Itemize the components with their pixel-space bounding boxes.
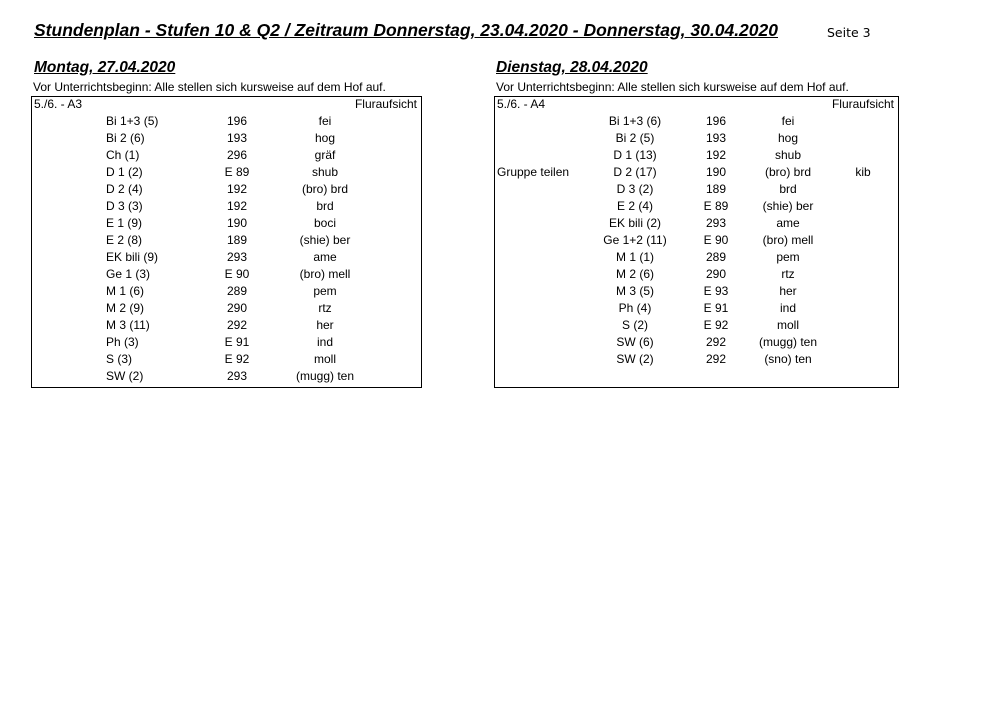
table-row — [32, 129, 421, 146]
course-name: Ph (4) — [618, 301, 652, 315]
teacher-code: (shie) ber — [762, 199, 814, 213]
course-name: E 2 (4) — [616, 199, 653, 213]
room-number: 293 — [705, 216, 727, 230]
table-row — [32, 112, 421, 129]
teacher-code: (mugg) ten — [295, 369, 355, 383]
table-row — [32, 350, 421, 367]
table-row — [495, 163, 898, 180]
room-number: 192 — [705, 148, 727, 162]
teacher-code: (sno) ten — [764, 352, 812, 366]
teacher-code: ame — [313, 250, 337, 264]
teacher-code: shub — [774, 148, 802, 162]
block-header — [32, 97, 421, 112]
table-row — [32, 180, 421, 197]
table-row — [495, 146, 898, 163]
schedule-block-monday — [31, 96, 422, 388]
room-number: E 93 — [703, 284, 729, 298]
table-row — [32, 316, 421, 333]
course-list — [32, 112, 421, 384]
teacher-code: brd — [316, 199, 334, 213]
room-number: 192 — [226, 199, 248, 213]
teacher-code: her — [779, 284, 797, 298]
page-title: Stundenplan - Stufen 10 & Q2 / Zeitraum Donnerstag, 23.04.2020 - Donnerstag, 30.04.2020 — [34, 20, 778, 40]
course-name: D 2 (4) — [106, 182, 143, 196]
table-row — [495, 214, 898, 231]
teacher-code: pem — [313, 284, 337, 298]
table-row — [32, 248, 421, 265]
course-name: Bi 2 (6) — [106, 131, 145, 145]
row-note: Gruppe teilen — [497, 165, 570, 179]
teacher-code: moll — [776, 318, 799, 332]
table-row — [495, 350, 898, 367]
teacher-code: ind — [779, 301, 796, 315]
room-number: 296 — [226, 148, 248, 162]
course-name: Ph (3) — [106, 335, 139, 349]
course-name: EK bili (9) — [106, 250, 159, 264]
course-name: EK bili (2) — [608, 216, 661, 230]
extra-teacher: kib — [855, 165, 871, 179]
room-number: 193 — [705, 131, 727, 145]
page-number: Seite 3 — [827, 25, 871, 40]
table-row — [32, 231, 421, 248]
table-row — [32, 367, 421, 384]
day-title-tuesday: Dienstag, 28.04.2020 — [496, 59, 648, 76]
course-name: D 1 (13) — [613, 148, 657, 162]
course-name: D 3 (2) — [616, 182, 654, 196]
teacher-code: rtz — [318, 301, 332, 315]
table-row — [495, 248, 898, 265]
block-label: 5./6. - A4 — [497, 97, 546, 111]
course-name: E 1 (9) — [106, 216, 143, 230]
room-number: 192 — [226, 182, 248, 196]
room-number: 290 — [705, 267, 727, 281]
table-row — [495, 282, 898, 299]
supervision-label: Fluraufsicht — [831, 97, 894, 111]
teacher-code: (bro) mell — [299, 267, 351, 281]
room-number: E 89 — [224, 165, 250, 179]
course-name: M 1 (1) — [615, 250, 654, 264]
course-name: Bi 1+3 (5) — [106, 114, 159, 128]
course-list — [495, 112, 898, 367]
room-number: 292 — [226, 318, 248, 332]
room-number: E 91 — [224, 335, 250, 349]
room-number: 292 — [705, 335, 727, 349]
table-row — [495, 112, 898, 129]
table-row — [495, 180, 898, 197]
course-name: Bi 2 (5) — [615, 131, 655, 145]
table-row — [495, 299, 898, 316]
teacher-code: rtz — [781, 267, 795, 281]
table-row — [495, 231, 898, 248]
course-name: E 2 (8) — [106, 233, 143, 247]
room-number: 190 — [705, 165, 727, 179]
table-row — [32, 299, 421, 316]
room-number: 293 — [226, 369, 248, 383]
teacher-code: brd — [779, 182, 797, 196]
table-row — [32, 146, 421, 163]
room-number: 189 — [226, 233, 248, 247]
room-number: E 91 — [703, 301, 729, 315]
room-number: E 89 — [703, 199, 729, 213]
course-name: Bi 1+3 (6) — [608, 114, 662, 128]
course-name: M 2 (9) — [106, 301, 145, 315]
teacher-code: fei — [781, 114, 795, 128]
room-number: E 90 — [703, 233, 729, 247]
table-row — [32, 333, 421, 350]
room-number: E 90 — [224, 267, 250, 281]
room-number: 193 — [226, 131, 248, 145]
room-number: 196 — [705, 114, 727, 128]
course-name: D 2 (17) — [613, 165, 657, 179]
course-name: M 2 (6) — [615, 267, 654, 281]
room-number: 196 — [226, 114, 248, 128]
table-row — [495, 316, 898, 333]
supervision-label: Fluraufsicht — [354, 97, 417, 111]
course-name: Ch (1) — [106, 148, 140, 162]
teacher-code: hog — [777, 131, 799, 145]
day-note-monday: Vor Unterrichtsbeginn: Alle stellen sich kursweise auf dem Hof auf. — [33, 80, 386, 94]
teacher-code: fei — [318, 114, 332, 128]
teacher-code: (mugg) ten — [758, 335, 818, 349]
table-row — [32, 214, 421, 231]
teacher-code: gräf — [314, 148, 336, 162]
day-title-monday: Montag, 27.04.2020 — [34, 59, 176, 76]
teacher-code: hog — [314, 131, 336, 145]
table-row — [32, 197, 421, 214]
table-row — [32, 282, 421, 299]
course-name: M 3 (5) — [615, 284, 654, 298]
block-header — [495, 97, 898, 112]
table-row — [495, 333, 898, 350]
course-name: Ge 1 (3) — [106, 267, 151, 281]
table-row — [495, 197, 898, 214]
teacher-code: moll — [313, 352, 336, 366]
teacher-code: ame — [776, 216, 800, 230]
teacher-code: boci — [313, 216, 336, 230]
room-number: 189 — [705, 182, 727, 196]
course-name: SW (6) — [616, 335, 654, 349]
course-name: M 1 (6) — [106, 284, 145, 298]
teacher-code: (bro) brd — [764, 165, 811, 179]
teacher-code: shub — [311, 165, 339, 179]
course-name: SW (2) — [616, 352, 654, 366]
teacher-code: (shie) ber — [299, 233, 351, 247]
table-row — [32, 265, 421, 282]
block-label: 5./6. - A3 — [34, 97, 83, 111]
room-number: 289 — [705, 250, 727, 264]
teacher-code: pem — [776, 250, 800, 264]
teacher-code: her — [316, 318, 334, 332]
course-name: S (3) — [106, 352, 133, 366]
schedule-block-tuesday — [494, 96, 899, 388]
course-name: Ge 1+2 (11) — [603, 233, 667, 247]
course-name: SW (2) — [106, 369, 144, 383]
teacher-code: (bro) brd — [301, 182, 348, 196]
table-row — [32, 163, 421, 180]
room-number: 293 — [226, 250, 248, 264]
room-number: 190 — [226, 216, 248, 230]
day-note-tuesday: Vor Unterrichtsbeginn: Alle stellen sich kursweise auf dem Hof auf. — [496, 80, 849, 94]
course-name: M 3 (11) — [106, 318, 150, 332]
room-number: 292 — [705, 352, 727, 366]
room-number: E 92 — [703, 318, 729, 332]
room-number: 290 — [226, 301, 248, 315]
room-number: 289 — [226, 284, 248, 298]
table-row — [495, 129, 898, 146]
teacher-code: (bro) mell — [762, 233, 814, 247]
teacher-code: ind — [316, 335, 333, 349]
table-row — [495, 265, 898, 282]
course-name: S (2) — [621, 318, 648, 332]
course-name: D 3 (3) — [106, 199, 143, 213]
room-number: E 92 — [224, 352, 250, 366]
course-name: D 1 (2) — [106, 165, 143, 179]
